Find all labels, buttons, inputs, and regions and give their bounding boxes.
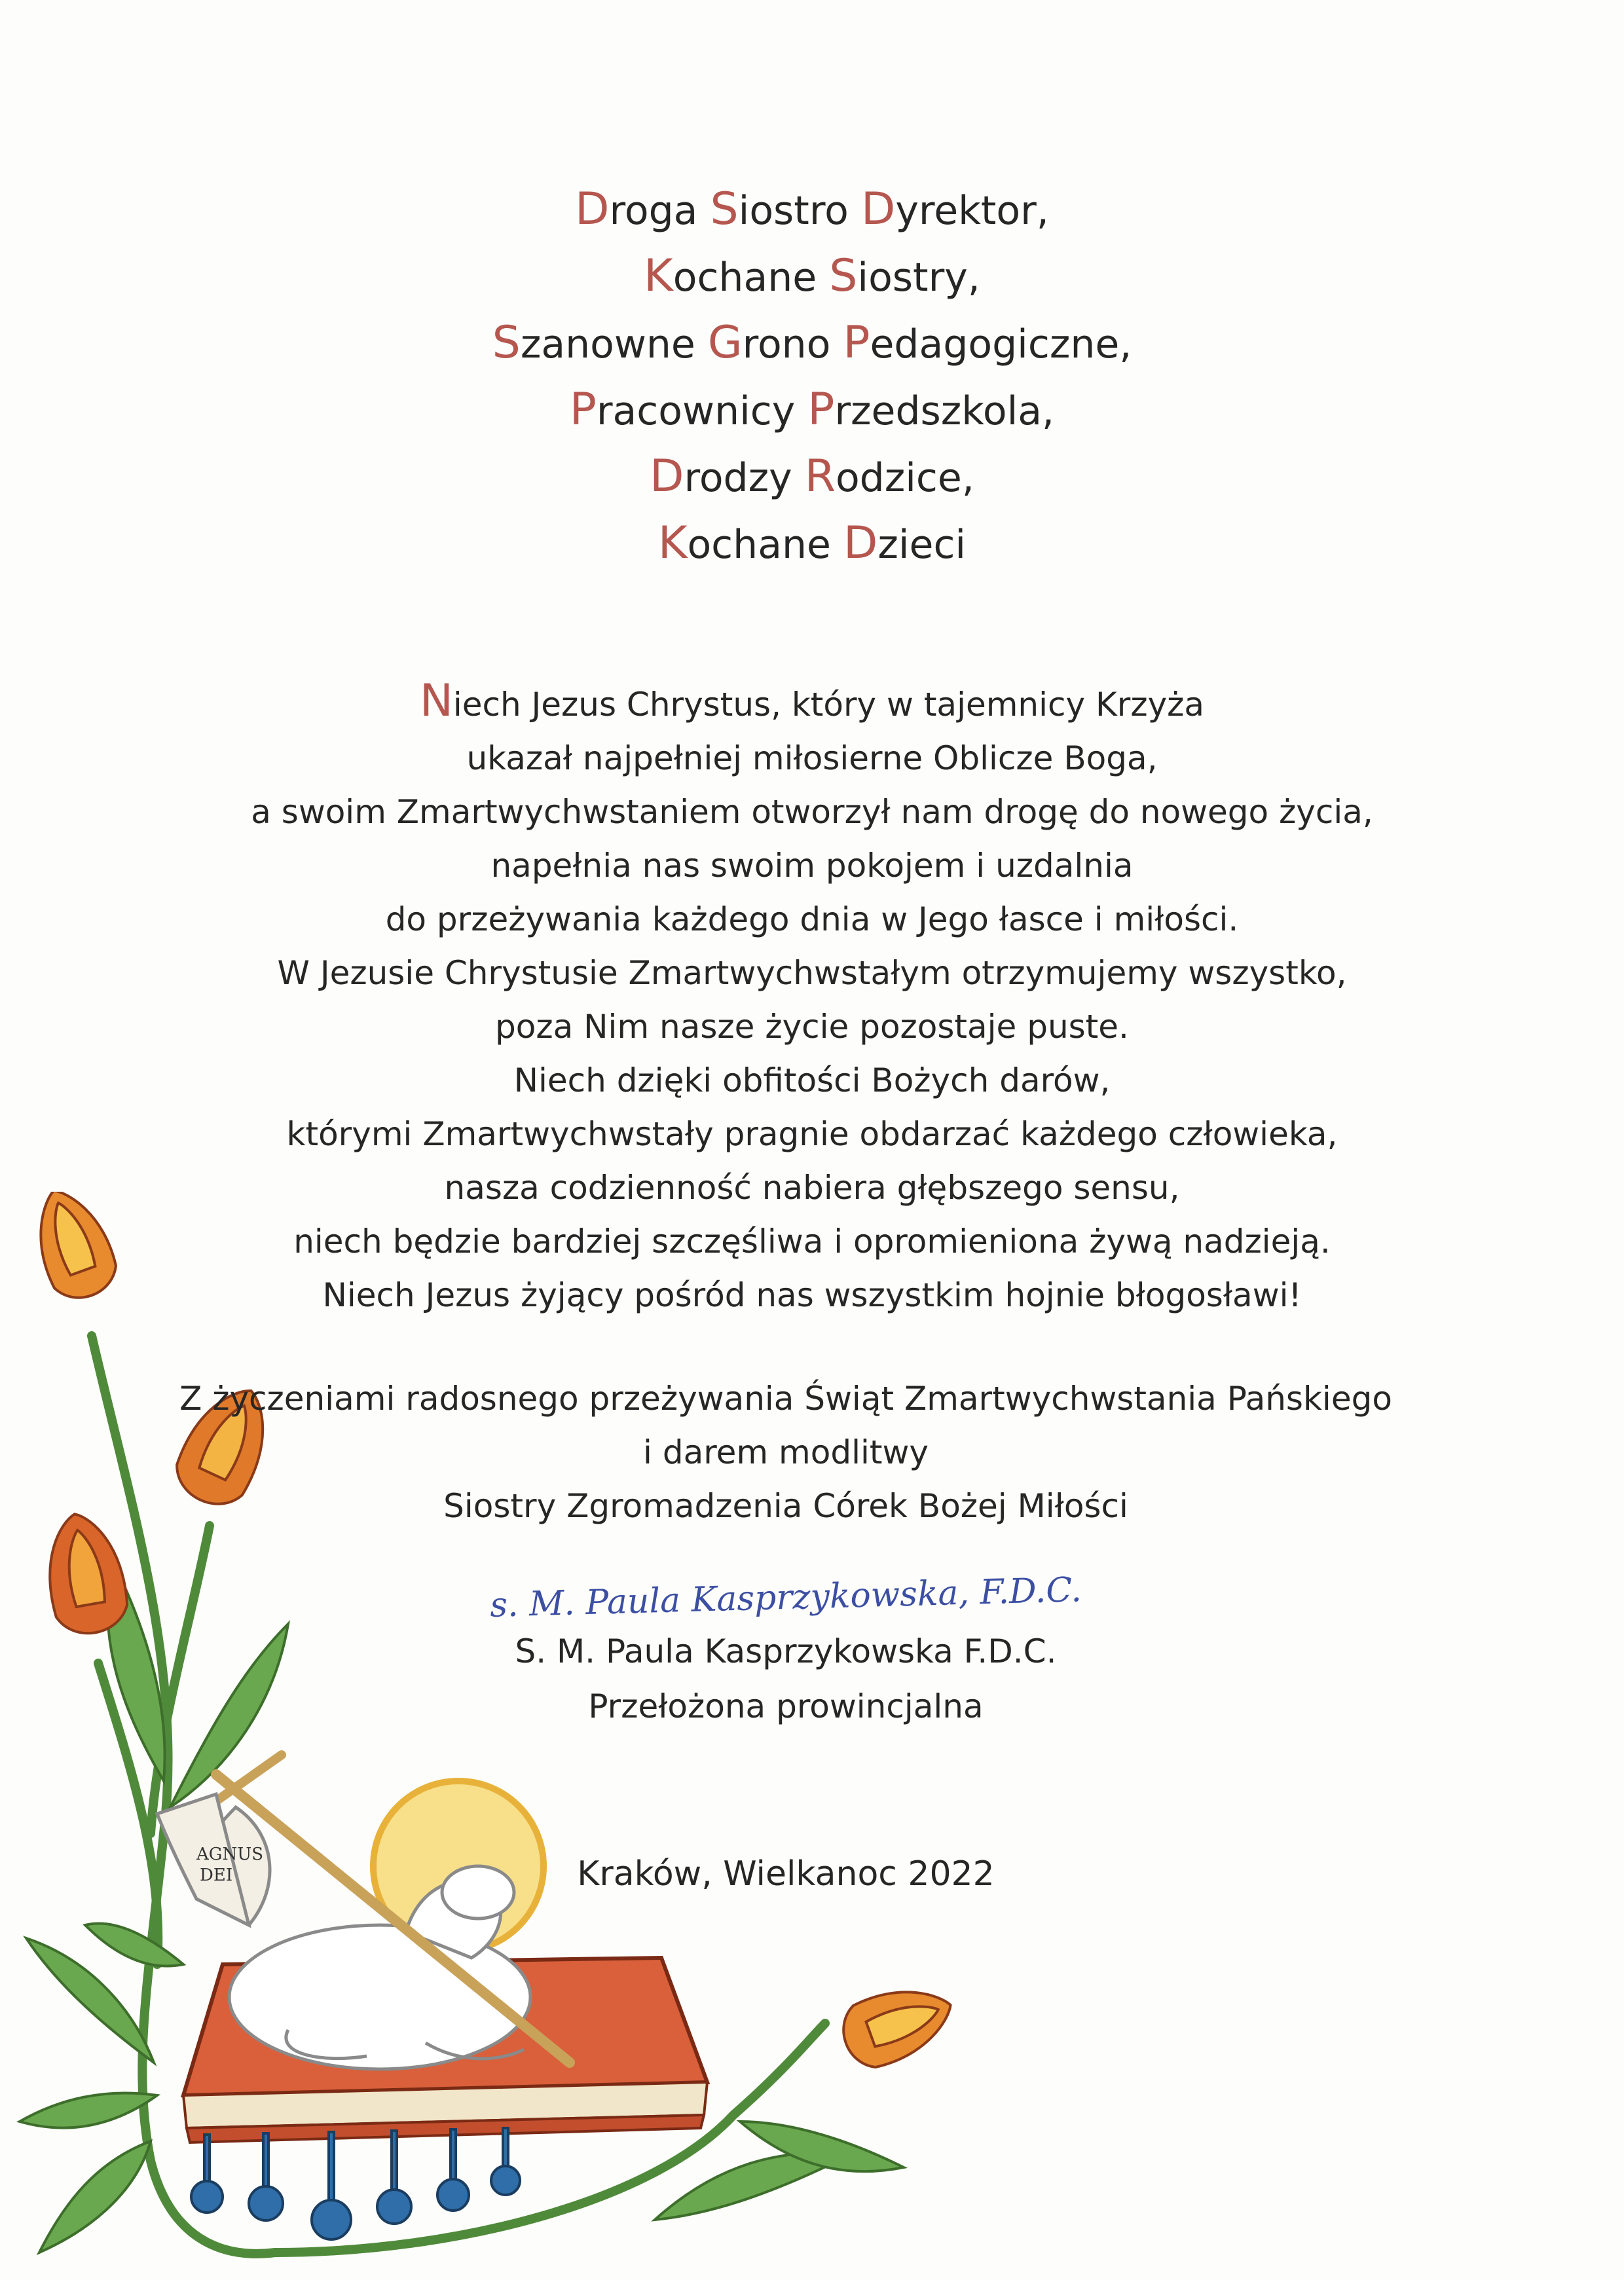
greeting-word: rzedszkola,: [834, 388, 1055, 434]
greeting-line: [0, 177, 1624, 244]
handwritten-signature: s. M. Paula Kasprzykowska, F.D.C.: [489, 1570, 1082, 1625]
closing-line: Siostry Zgromadzenia Córek Bożej Miłości: [443, 1487, 1128, 1525]
body-line: do przeżywania każdego dnia w Jego łasce i miłości.: [385, 900, 1239, 938]
body-line: napełnia nas swoim pokojem i uzdalnia: [490, 847, 1134, 885]
initial: N: [419, 675, 453, 727]
signatory-name: S. M. Paula Kasprzykowska F.D.C.: [515, 1632, 1057, 1670]
body-line: [0, 674, 1624, 731]
body-line: Niech dzięki obfitości Bożych darów,: [513, 1061, 1111, 1099]
greeting-word: racownicy: [596, 388, 808, 434]
place-date: Kraków, Wielkanoc 2022: [577, 1854, 995, 1894]
initial: K: [644, 250, 673, 302]
greeting-line: [0, 511, 1624, 578]
greeting-word: edagogiczne,: [870, 322, 1132, 367]
greeting-word: iostro: [738, 188, 861, 234]
body-line: poza Nim nasze życie pozostaje puste.: [495, 1008, 1129, 1046]
body-text: iech Jezus Chrystus, który w tajemnicy Krzyża: [452, 686, 1205, 724]
greeting-word: roga: [609, 188, 710, 234]
letter-body: [0, 674, 1624, 1322]
greeting-word: rono: [742, 322, 843, 367]
body-line: którymi Zmartwychwstały pragnie obdarzać każdego człowieka,: [286, 1115, 1338, 1153]
greeting-line: [0, 310, 1624, 377]
initial: D: [575, 183, 610, 235]
body-line: nasza codzienność nabiera głębszego sensu,: [444, 1169, 1180, 1207]
body-line: a swoim Zmartwychwstaniem otworzył nam drogę do nowego życia,: [251, 793, 1373, 831]
body-line: ukazał najpełniej miłosierne Oblicze Boga,: [466, 739, 1158, 777]
greeting-word: yrektor,: [895, 188, 1049, 234]
greeting-word: ochane: [673, 255, 830, 301]
greetings: [0, 177, 1624, 578]
closing-line: Z życzeniami radosnego przeżywania Świąt Zmartwychwstania Pańskiego: [179, 1380, 1392, 1418]
initial: S: [710, 183, 739, 235]
greeting-word: ochane: [687, 522, 843, 568]
signature-block: [0, 1572, 1572, 1734]
closing-wishes: [0, 1372, 1572, 1533]
initial: R: [804, 450, 836, 502]
body-line: W Jezusie Chrystusie Zmartwychwstałym otrzymujemy wszystko,: [277, 954, 1347, 992]
signatory-title: Przełożona prowincjalna: [588, 1687, 984, 1725]
initial: P: [843, 317, 870, 369]
initial: S: [829, 250, 858, 302]
initial: D: [650, 450, 684, 502]
banner-text-line2: DEI: [200, 1866, 233, 1885]
bookmarks: [191, 2128, 520, 2239]
initial: G: [707, 317, 743, 369]
easter-illustration: [0, 1192, 982, 2280]
greeting-word: rodzy: [684, 455, 805, 501]
closing-line: i darem modlitwy: [643, 1433, 929, 1471]
greeting-word: odzice,: [835, 455, 974, 501]
initial: P: [807, 384, 835, 435]
greeting-line: [0, 444, 1624, 511]
greeting-word: zieci: [877, 522, 967, 568]
initial: K: [657, 517, 688, 569]
greeting-line: [0, 244, 1624, 310]
body-line: niech będzie bardziej szczęśliwa i opromieniona żywą nadzieją.: [293, 1223, 1331, 1260]
initial: S: [492, 317, 521, 369]
greeting-word: iostry,: [857, 255, 980, 301]
initial: D: [860, 183, 896, 235]
banner-text-line1: AGNUS: [196, 1845, 264, 1864]
body-line: Niech Jezus żyjący pośród nas wszystkim hojnie błogosławi!: [322, 1276, 1302, 1314]
initial: D: [843, 517, 878, 569]
greeting-line: [0, 377, 1624, 444]
initial: P: [569, 384, 597, 435]
greeting-word: zanowne: [520, 322, 708, 367]
